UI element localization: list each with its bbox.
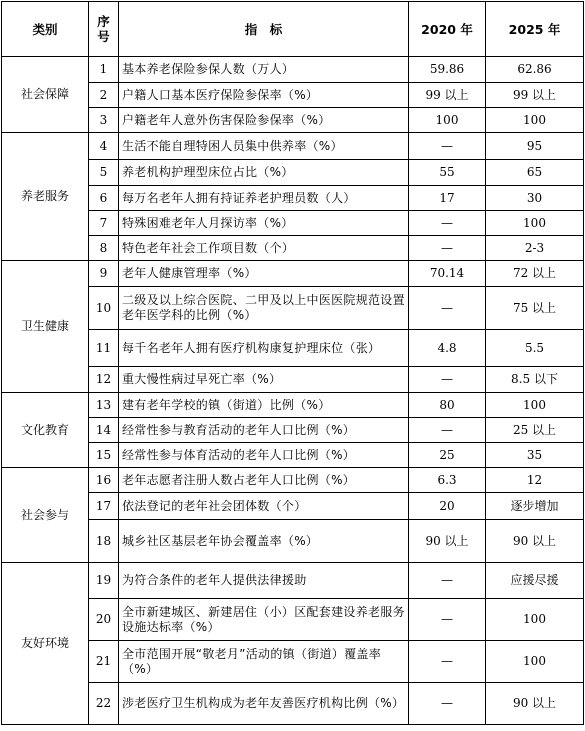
category-cell: 社会参与 <box>2 468 89 563</box>
row-number: 18 <box>89 520 119 563</box>
row-number: 5 <box>89 160 119 186</box>
value-2020: — <box>409 211 486 236</box>
row-number: 1 <box>89 57 119 83</box>
indicator-name: 生活不能自理特困人员集中供养率（%） <box>119 133 409 160</box>
table-row <box>2 393 584 418</box>
value-2025: 99 以上 <box>486 83 584 108</box>
indicator-name: 基本养老保险参保人数（万人） <box>119 57 409 83</box>
table-row <box>2 683 584 725</box>
row-number: 15 <box>89 443 119 468</box>
value-2025: 65 <box>486 160 584 186</box>
table-row <box>2 468 584 493</box>
value-2025: 35 <box>486 443 584 468</box>
value-2025: 100 <box>486 108 584 133</box>
table-row <box>2 108 584 133</box>
value-2020: 70.14 <box>409 261 486 287</box>
row-number: 11 <box>89 330 119 367</box>
category-cell: 友好环境 <box>2 563 89 725</box>
value-2025: 62.86 <box>486 57 584 83</box>
table-row <box>2 211 584 236</box>
value-2020: — <box>409 287 486 330</box>
indicator-name: 重大慢性病过早死亡率（%） <box>119 367 409 393</box>
value-2025: 100 <box>486 599 584 641</box>
value-2025: 100 <box>486 393 584 418</box>
value-2025: 90 以上 <box>486 683 584 725</box>
indicator-name: 经常性参与体育活动的老年人口比例（%） <box>119 443 409 468</box>
header-number: 序号 <box>89 2 119 57</box>
indicator-name: 经常性参与教育活动的老年人口比例（%） <box>119 418 409 443</box>
indicator-name: 老年志愿者注册人数占老年人口比例（%） <box>119 468 409 493</box>
table-header-row <box>2 2 584 57</box>
indicator-name: 全市范围开展“敬老月”活动的镇（街道）覆盖率（%） <box>119 641 409 683</box>
value-2020: — <box>409 236 486 261</box>
value-2020: 80 <box>409 393 486 418</box>
value-2025: 100 <box>486 641 584 683</box>
table-row <box>2 418 584 443</box>
value-2025: 逐步增加 <box>486 493 584 520</box>
value-2020: 100 <box>409 108 486 133</box>
value-2025: 2-3 <box>486 236 584 261</box>
value-2020: — <box>409 683 486 725</box>
value-2020: 99 以上 <box>409 83 486 108</box>
row-number: 3 <box>89 108 119 133</box>
value-2025: 5.5 <box>486 330 584 367</box>
value-2020: 4.8 <box>409 330 486 367</box>
row-number: 22 <box>89 683 119 725</box>
value-2025: 75 以上 <box>486 287 584 330</box>
indicator-name: 二级及以上综合医院、二甲及以上中医医院规范设置老年医学科的比例（%） <box>119 287 409 330</box>
value-2020: 55 <box>409 160 486 186</box>
value-2025: 100 <box>486 211 584 236</box>
table-row <box>2 287 584 330</box>
table-row <box>2 236 584 261</box>
row-number: 13 <box>89 393 119 418</box>
table-row <box>2 520 584 563</box>
row-number: 16 <box>89 468 119 493</box>
row-number: 8 <box>89 236 119 261</box>
value-2020: — <box>409 133 486 160</box>
header-2025: 2025 年 <box>486 2 584 57</box>
category-cell: 养老服务 <box>2 133 89 261</box>
indicator-name: 依法登记的老年社会团体数（个） <box>119 493 409 520</box>
row-number: 10 <box>89 287 119 330</box>
table-row <box>2 641 584 683</box>
table-row <box>2 261 584 287</box>
value-2025: 95 <box>486 133 584 160</box>
row-number: 7 <box>89 211 119 236</box>
row-number: 2 <box>89 83 119 108</box>
row-number: 14 <box>89 418 119 443</box>
value-2025: 72 以上 <box>486 261 584 287</box>
value-2020: — <box>409 418 486 443</box>
row-number: 6 <box>89 186 119 211</box>
value-2020: 90 以上 <box>409 520 486 563</box>
value-2025: 90 以上 <box>486 520 584 563</box>
value-2020: 59.86 <box>409 57 486 83</box>
table-row <box>2 367 584 393</box>
header-category: 类别 <box>2 2 89 57</box>
value-2020: — <box>409 641 486 683</box>
value-2025: 30 <box>486 186 584 211</box>
header-indicator: 指 标 <box>119 2 409 57</box>
table-row <box>2 186 584 211</box>
indicator-name: 每万名老年人拥有持证养老护理员数（人） <box>119 186 409 211</box>
indicator-name: 全市新建城区、新建居住（小）区配套建设养老服务设施达标率（%） <box>119 599 409 641</box>
value-2025: 25 以上 <box>486 418 584 443</box>
row-number: 9 <box>89 261 119 287</box>
row-number: 20 <box>89 599 119 641</box>
table-row <box>2 57 584 83</box>
value-2020: — <box>409 599 486 641</box>
table-row <box>2 330 584 367</box>
table-row <box>2 133 584 160</box>
category-cell: 文化教育 <box>2 393 89 468</box>
table-row <box>2 83 584 108</box>
indicator-table <box>1 1 584 725</box>
table-row <box>2 493 584 520</box>
indicator-name: 建有老年学校的镇（街道）比例（%） <box>119 393 409 418</box>
indicator-name: 城乡社区基层老年协会覆盖率（%） <box>119 520 409 563</box>
row-number: 21 <box>89 641 119 683</box>
category-cell: 卫生健康 <box>2 261 89 393</box>
value-2025: 应援尽援 <box>486 563 584 599</box>
value-2020: 25 <box>409 443 486 468</box>
value-2020: 17 <box>409 186 486 211</box>
indicator-name: 养老机构护理型床位占比（%） <box>119 160 409 186</box>
indicator-name: 每千名老年人拥有医疗机构康复护理床位（张） <box>119 330 409 367</box>
row-number: 12 <box>89 367 119 393</box>
category-cell: 社会保障 <box>2 57 89 133</box>
indicator-name: 特色老年社会工作项目数（个） <box>119 236 409 261</box>
indicator-name: 涉老医疗卫生机构成为老年友善医疗机构比例（%） <box>119 683 409 725</box>
indicator-name: 户籍老年人意外伤害保险参保率（%） <box>119 108 409 133</box>
value-2020: — <box>409 367 486 393</box>
table-row <box>2 599 584 641</box>
table-row <box>2 443 584 468</box>
value-2025: 12 <box>486 468 584 493</box>
value-2025: 8.5 以下 <box>486 367 584 393</box>
row-number: 17 <box>89 493 119 520</box>
indicator-name: 为符合条件的老年人提供法律援助 <box>119 563 409 599</box>
row-number: 4 <box>89 133 119 160</box>
table-row <box>2 563 584 599</box>
table-row <box>2 160 584 186</box>
value-2020: — <box>409 563 486 599</box>
value-2020: 20 <box>409 493 486 520</box>
row-number: 19 <box>89 563 119 599</box>
indicator-name: 户籍人口基本医疗保险参保率（%） <box>119 83 409 108</box>
indicator-name: 特殊困难老年人月探访率（%） <box>119 211 409 236</box>
header-2020: 2020 年 <box>409 2 486 57</box>
indicator-name: 老年人健康管理率（%） <box>119 261 409 287</box>
value-2020: 6.3 <box>409 468 486 493</box>
